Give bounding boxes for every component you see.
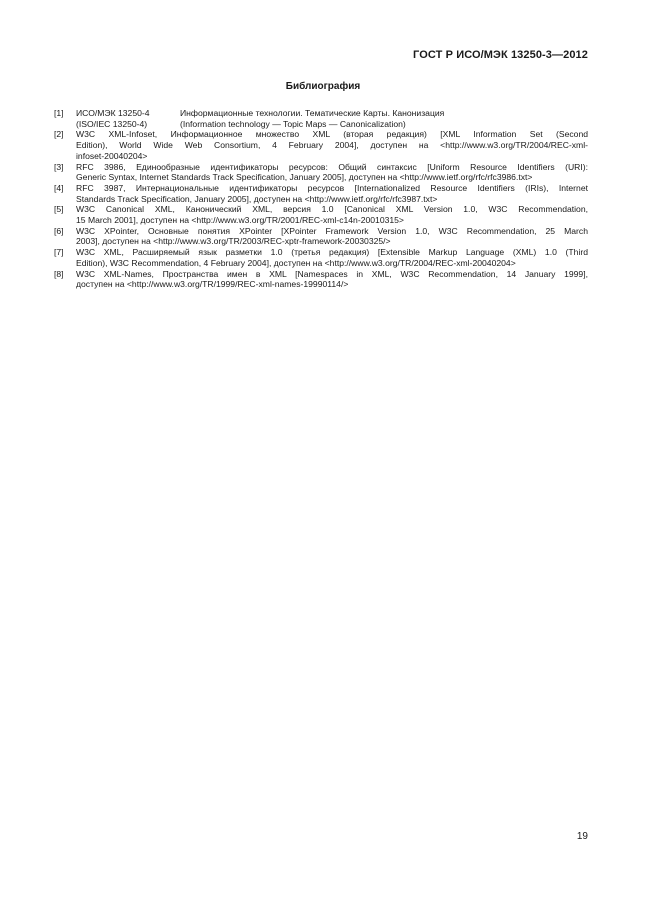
entry-line: Generic Syntax, Internet Standards Track Specification, January 2005], доступен на <http://www.ietf.org/rfc/rfc3986.txt>: [76, 172, 533, 183]
entry-number: [6]: [54, 225, 64, 236]
entry-line: 15 March 2001], доступен на <http://www.w3.org/TR/2001/REC-xml-c14n-20010315>: [76, 215, 404, 226]
bibliography-entry: [54, 226, 588, 247]
entry-text: [76, 108, 588, 129]
bibliography-entry: [54, 108, 588, 129]
standard-title: Информационные технологии. Тематические Карты. Канонизация: [180, 108, 445, 118]
bibliography-entry: [54, 129, 588, 161]
entry-line: W3C Canonical XML, Канонический XML, версия 1.0 [Canonical XML Version 1.0, W3C Recommendation,: [76, 204, 588, 215]
page-number: 19: [576, 831, 588, 842]
entry-line: infoset-20040204>: [76, 150, 148, 161]
entry-line: RFC 3987, Интернациональные идентификаторы ресурсов [Internationalized Resource Identifiers (IRIs), Internet: [76, 182, 588, 193]
bibliography-entry: [54, 204, 588, 225]
standard-designation-original: (ISO/IEC 13250-4): [76, 118, 148, 129]
entry-number: [4]: [54, 182, 64, 193]
entry-number: [8]: [54, 268, 64, 279]
entry-number: [5]: [54, 204, 64, 215]
entry-line: Edition), W3C Recommendation, 4 February 2004], доступен на <http://www.w3.org/TR/2004/REC-xml-20040204>: [76, 257, 516, 268]
entry-text: [76, 247, 588, 268]
entry-line: W3C XML-Names, Пространства имен в XML [Namespaces in XML, W3C Recommendation, 14 January 1999],: [76, 268, 588, 279]
entry-number: [7]: [54, 247, 64, 258]
entry-line: Standards Track Specification, January 2005], доступен на <http://www.ietf.org/rfc/rfc3987.txt>: [76, 193, 438, 204]
entry-number: [3]: [54, 161, 64, 172]
standard-title-original: (Information technology — Topic Maps — Canonicalization): [180, 118, 406, 129]
entry-line: W3C XPointer, Основные понятия XPointer [XPointer Framework Version 1.0, W3C Recommendation, 25 March: [76, 225, 588, 236]
bibliography-list: [54, 108, 588, 290]
standard-code-header: ГОСТ Р ИСО/МЭК 13250-3—2012: [413, 49, 588, 61]
standard-designation: ИСО/МЭК 13250-4: [76, 108, 150, 118]
bibliography-entry: [54, 247, 588, 268]
bibliography-title: Библиография: [285, 81, 361, 92]
entry-line: 2003], доступен на <http://www.w3.org/TR/2003/REC-xptr-framework-20030325/>: [76, 236, 391, 247]
entry-line: доступен на <http://www.w3.org/TR/1999/REC-xml-names-19990114/>: [76, 279, 349, 290]
entry-line: W3C XML-Infoset, Информационное множество XML (вторая редакция) [XML Information Set (Second: [76, 129, 588, 140]
entry-line: W3C XML, Расширяемый язык разметки 1.0 (третья редакция) [Extensible Markup Language (XML) 1.0 (Third: [76, 247, 588, 258]
entry-text: [76, 226, 588, 247]
entry-text: [76, 162, 588, 183]
bibliography-entry: [54, 162, 588, 183]
entry-number: [1]: [54, 108, 64, 118]
bibliography-entry: [54, 183, 588, 204]
entry-text: [76, 183, 588, 204]
entry-text: [76, 204, 588, 225]
bibliography-entry: [54, 269, 588, 290]
entry-line: RFC 3986, Единообразные идентификаторы ресурсов: Общий синтаксис [Uniform Resource Identifiers (URI):: [76, 161, 588, 172]
entry-number: [2]: [54, 129, 64, 140]
entry-line: Edition), World Wide Web Consortium, 4 February 2004], доступен на <http://www.w3.org/TR/2004/REC-xml-: [76, 140, 588, 151]
entry-text: [76, 129, 588, 161]
entry-text: [76, 269, 588, 290]
